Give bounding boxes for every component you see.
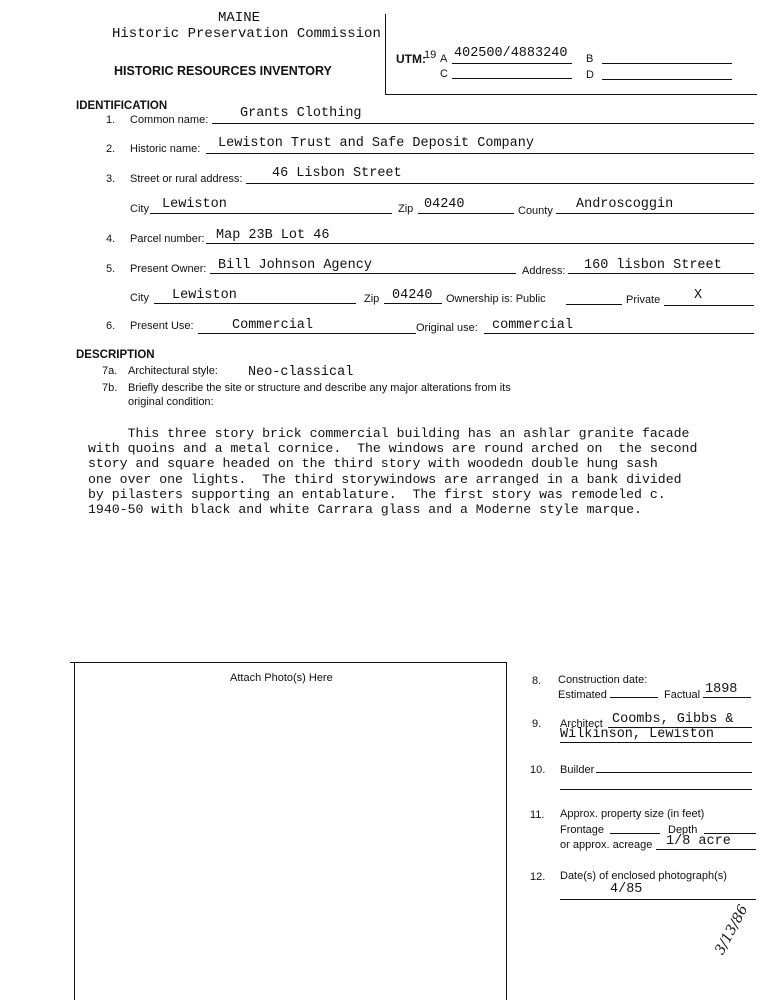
original-use-label: Original use: [416,322,478,334]
ownership-private-label: Private [626,294,661,306]
frontage-label: Frontage [560,824,605,836]
description-text: This three story brick commercial building has an ashlar granite facade with quoins and a metal cornice. The windows are round arched on the second story and square headed on the third story with woodedn double hung sash one over one lights. The third storywindows are arranged in a bank divided by pilasters supporting an entablature. The first story was remodeled c. 1940-50 with black and white Carrara glass and a Moderne style marque. [88,426,698,518]
factual-value: 1898 [705,682,738,697]
architect-value-line1: Coombs, Gibbs & [612,712,734,727]
common-name-line [212,123,754,124]
utm-c-label: C [440,68,448,80]
field-6-number: 6. [106,320,116,332]
zip-label: Zip [398,203,414,215]
historic-name-line [206,153,754,154]
architect-line-2 [560,742,752,743]
utm-box-left-border [385,14,386,94]
utm-a-label: A [440,53,448,65]
present-owner-line [210,273,516,274]
field-7b-number: 7b. [102,382,118,394]
photo-box-right-border [506,662,507,1000]
present-owner-value: Bill Johnson Agency [218,258,372,273]
factual-line [703,697,751,698]
utm-b-label: B [586,53,594,65]
city-value: Lewiston [162,197,227,212]
county-label: County [518,205,553,217]
field-10-number: 10. [530,764,546,776]
field-9-number: 9. [532,718,542,730]
zip-line [418,213,514,214]
utm-d-line [602,79,732,80]
ownership-public-label: Ownership is: Public [446,293,546,305]
field-12-number: 12. [530,871,546,883]
utm-d-label: D [586,69,594,81]
builder-line-1 [596,772,752,773]
utm-label: UTM: [396,52,426,66]
parcel-number-label: Parcel number: [130,233,205,245]
estimated-label: Estimated [558,689,607,701]
attach-photo-label: Attach Photo(s) Here [230,672,333,684]
street-address-line [246,183,754,184]
owner-address-line [568,273,754,274]
field-1-number: 1. [106,114,116,126]
street-address-label: Street or rural address: [130,173,243,185]
parcel-number-line [206,243,754,244]
present-use-label: Present Use: [130,320,194,332]
ownership-private-value: X [694,288,703,303]
field-4-number: 4. [106,233,116,245]
owner-city-value: Lewiston [172,288,237,303]
photo-box-left-border [74,662,75,1000]
field-2-number: 2. [106,143,116,155]
description-heading: DESCRIPTION [76,349,155,361]
original-use-line [484,333,754,334]
county-value: Androscoggin [576,197,674,212]
field-3-number: 3. [106,173,116,185]
utm-box-bottom-border [385,94,757,95]
utm-a-line [452,63,572,64]
utm-zone: 19 [424,49,437,61]
utm-b-line [602,63,732,64]
city-line [150,213,392,214]
architectural-style-value: Neo-classical [248,365,354,380]
commission-name: Historic Preservation Commission [112,26,381,42]
owner-zip-line [384,303,442,304]
photo-dates-line [560,899,756,900]
present-use-value: Commercial [232,318,314,333]
frontage-line [610,833,660,834]
historic-name-value: Lewiston Trust and Safe Deposit Company [218,136,534,151]
utm-a-value: 402500/4883240 [454,46,568,61]
field-7a-number: 7a. [102,365,118,377]
photo-date-value: 4/85 [610,882,643,897]
acreage-value: 1/8 acre [666,834,731,849]
construction-date-label: Construction date: [558,674,648,686]
photo-dates-label: Date(s) of enclosed photograph(s) [560,870,727,882]
utm-c-line [452,78,572,79]
owner-address-label: Address: [522,265,566,277]
owner-city-line [154,303,356,304]
architectural-style-label: Architectural style: [128,365,218,377]
original-use-value: commercial [492,318,574,333]
historic-name-label: Historic name: [130,143,201,155]
original-condition-label: original condition: [128,396,214,408]
describe-site-label: Briefly describe the site or structure and describe any major alterations from its [128,382,511,394]
owner-city-label: City [130,292,149,304]
ownership-private-line [664,305,754,306]
parcel-number-value: Map 23B Lot 46 [216,228,330,243]
county-line [556,213,754,214]
present-owner-label: Present Owner: [130,263,207,275]
owner-zip-label: Zip [364,293,380,305]
zip-value: 04240 [424,197,465,212]
depth-label: Depth [668,824,698,836]
common-name-label: Common name: [130,114,209,126]
city-label: City [130,203,149,215]
builder-line-2 [560,789,752,790]
present-use-line [198,333,416,334]
street-address-value: 46 Lisbon Street [272,166,402,181]
inventory-title: HISTORIC RESOURCES INVENTORY [114,64,332,78]
field-5-number: 5. [106,263,116,275]
builder-label: Builder [560,764,595,776]
estimated-line [610,697,658,698]
property-size-label: Approx. property size (in feet) [560,808,705,820]
owner-zip-value: 04240 [392,288,433,303]
handwritten-date: 3/13/86 [712,902,752,958]
photo-box-top-border [70,662,506,663]
field-11-number: 11. [530,809,545,821]
common-name-value: Grants Clothing [240,106,362,121]
architect-value-line2: Wilkinson, Lewiston [560,727,714,742]
acreage-line [656,849,756,850]
owner-address-value: 160 lisbon Street [584,258,722,273]
state-name: MAINE [218,10,261,26]
architect-label: Architect [560,718,603,730]
acreage-label: or approx. acreage [560,839,653,851]
ownership-public-line [566,304,622,305]
factual-label: Factual [664,689,701,701]
field-8-number: 8. [532,675,542,687]
identification-heading: IDENTIFICATION [76,100,168,112]
